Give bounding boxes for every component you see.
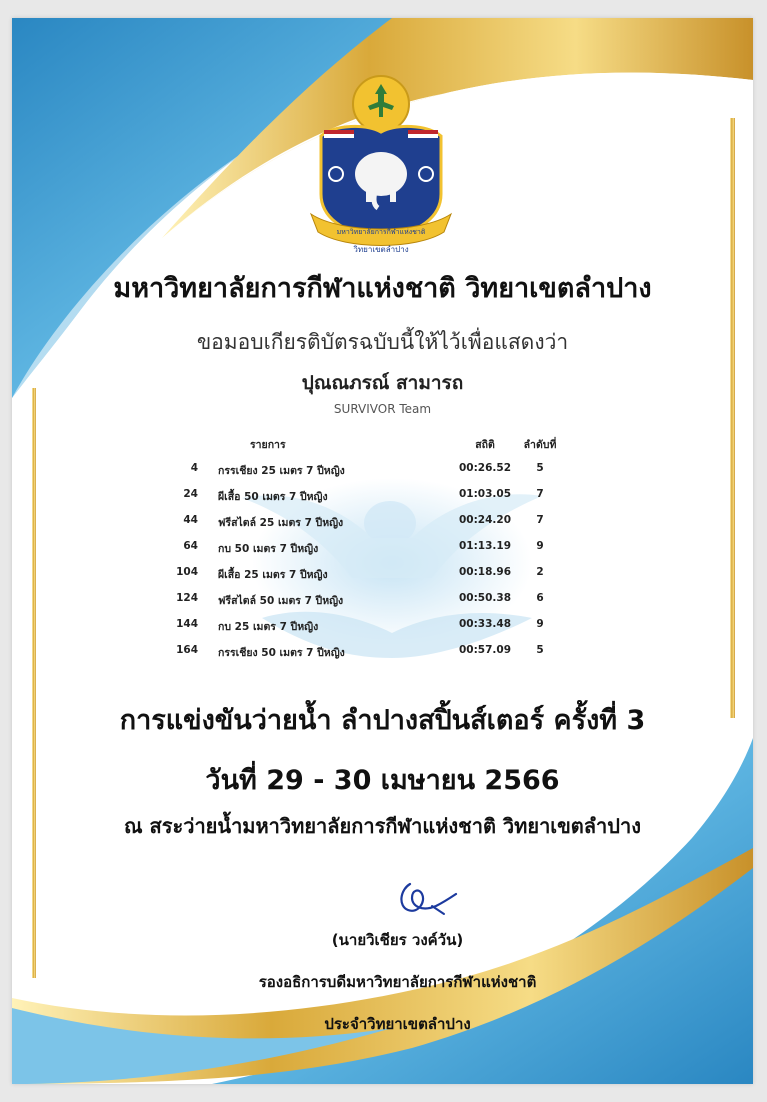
event-time: 00:26.52: [458, 462, 512, 474]
event-name: กบ 50 เมตร 7 ปีหญิง: [218, 543, 319, 555]
team-name: SURVIVOR Team: [333, 402, 432, 416]
signatory-position: รองอธิการบดีมหาวิทยาลัยการกีฬาแห่งชาติ: [258, 973, 537, 991]
logo-campus-text: วิทยาเขตลำปาง: [353, 245, 409, 254]
signatory-position-campus: ประจำวิทยาเขตลำปาง: [324, 1015, 471, 1033]
event-time: 00:24.20: [458, 514, 512, 526]
table-row: [12, 462, 753, 488]
competition-date: วันที่ 29 - 30 เมษายน 2566: [205, 765, 560, 796]
results-table: [12, 436, 753, 670]
university-logo: [306, 74, 456, 256]
event-name: กบ 25 เมตร 7 ปีหญิง: [218, 621, 319, 633]
results-header: [12, 436, 753, 462]
table-row: [12, 566, 753, 592]
event-name: กรรเชียง 25 เมตร 7 ปีหญิง: [218, 465, 345, 477]
table-row: [12, 644, 753, 670]
event-rank: 5: [536, 644, 544, 656]
table-row: [12, 592, 753, 618]
event-name: กรรเชียง 50 เมตร 7 ปีหญิง: [218, 647, 345, 659]
event-rank: 9: [536, 618, 544, 630]
event-rank: 7: [536, 488, 544, 500]
event-time: 00:57.09: [458, 644, 512, 656]
header-rank: ลำดับที่: [523, 439, 557, 451]
event-number: 144: [176, 618, 198, 630]
event-time: 01:13.19: [458, 540, 512, 552]
table-row: [12, 514, 753, 540]
event-rank: 5: [536, 462, 544, 474]
event-number: 164: [176, 644, 198, 656]
table-row: [12, 618, 753, 644]
table-row: [12, 488, 753, 514]
signature: [392, 876, 462, 918]
header-event: รายการ: [250, 439, 286, 451]
event-name: ฟรีสไตล์ 50 เมตร 7 ปีหญิง: [218, 595, 344, 607]
event-number: 124: [176, 592, 198, 604]
event-name: ผีเสื้อ 25 เมตร 7 ปีหญิง: [218, 569, 328, 581]
certificate: [12, 18, 753, 1084]
event-number: 104: [176, 566, 198, 578]
header-time: สถิติ: [475, 439, 495, 451]
event-time: 00:50.38: [458, 592, 512, 604]
signatory-name: (นายวิเชียร วงค์วัน): [331, 931, 464, 949]
event-rank: 6: [536, 592, 544, 604]
university-title: มหาวิทยาลัยการกีฬาแห่งชาติ วิทยาเขตลำปาง: [113, 273, 652, 304]
table-row: [12, 540, 753, 566]
event-number: 44: [183, 514, 198, 526]
event-number: 64: [183, 540, 198, 552]
competition-title: การแข่งขันว่ายน้ำ ลำปางสปิ้นส์เตอร์ ครั้งที่ 3: [119, 705, 646, 736]
recipient-name: ปุณณภรณ์ สามารถ: [301, 372, 464, 394]
certificate-subtitle: ขอมอบเกียรติบัตรฉบับนี้ให้ไว้เพื่อแสดงว่า: [196, 330, 569, 354]
event-name: ผีเสื้อ 50 เมตร 7 ปีหญิง: [218, 491, 328, 503]
event-rank: 9: [536, 540, 544, 552]
competition-venue: ณ สระว่ายน้ำมหาวิทยาลัยการกีฬาแห่งชาติ วิทยาเขตลำปาง: [124, 814, 641, 838]
event-number: 24: [183, 488, 198, 500]
logo-banner-text: มหาวิทยาลัยการกีฬาแห่งชาติ: [336, 228, 426, 236]
event-time: 00:33.48: [458, 618, 512, 630]
event-time: 01:03.05: [458, 488, 512, 500]
event-name: ฟรีสไตล์ 25 เมตร 7 ปีหญิง: [218, 517, 344, 529]
event-time: 00:18.96: [458, 566, 512, 578]
event-number: 4: [190, 462, 198, 474]
event-rank: 2: [536, 566, 544, 578]
event-rank: 7: [536, 514, 544, 526]
